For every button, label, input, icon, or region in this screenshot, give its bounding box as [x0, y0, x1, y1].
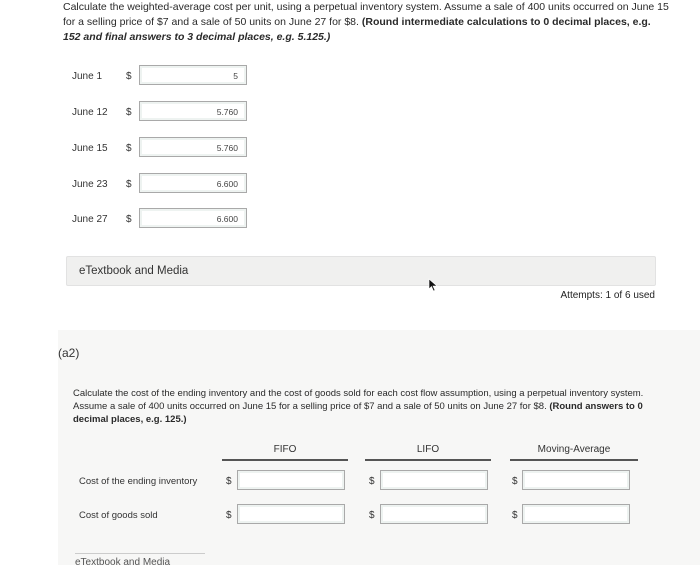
part-a2-question-text: Calculate the cost of the ending inventory and the cost of goods sold for each cost flow assumption, using a perpetual inventory system. Assume a sale of 400 units occurred on June 15 for a selling price of $7 and a sale of 50 units on June 27 for $8. — [73, 388, 644, 412]
etextbook-media-label: eTextbook and Media — [79, 265, 189, 277]
lifo-cogs-input[interactable] — [380, 504, 488, 524]
column-header-moving-average: Moving-Average — [510, 444, 638, 461]
column-header-fifo: FIFO — [222, 444, 348, 461]
instructions — [63, 0, 688, 45]
row-label-june-1: June 1 — [72, 71, 103, 82]
column-header-lifo: LIFO — [365, 444, 491, 461]
currency-symbol: $ — [226, 476, 232, 487]
etextbook-media-link-2[interactable]: eTextbook and Media — [75, 553, 205, 571]
currency-symbol: $ — [226, 510, 232, 521]
cost-input-june-27[interactable]: 6.600 — [139, 208, 247, 228]
currency-symbol: $ — [512, 510, 518, 521]
currency-symbol: $ — [369, 476, 375, 487]
currency-symbol: $ — [369, 510, 375, 521]
fifo-cogs-input[interactable] — [237, 504, 345, 524]
currency-symbol: $ — [126, 179, 132, 190]
instructions-line1: Calculate the weighted-average cost per unit, using a perpetual inventory system. Assume a sale of 400 units occurred on June 15 — [63, 1, 669, 13]
part-a2-rounding: (Round answers to 0 decimal places, e.g. 125.) — [73, 401, 643, 425]
part-a2-question — [73, 387, 663, 426]
row-label-june-27: June 27 — [72, 214, 108, 225]
row-label-cost-of-goods-sold: Cost of goods sold — [79, 510, 158, 521]
cost-input-june-12[interactable]: 5.760 — [139, 101, 247, 121]
etextbook-media-bar[interactable] — [66, 256, 656, 286]
row-label-june-15: June 15 — [72, 143, 108, 154]
mouse-pointer-icon — [428, 278, 440, 292]
moving-average-ending-inventory-input[interactable] — [522, 470, 630, 490]
fifo-ending-inventory-input[interactable] — [237, 470, 345, 490]
part-a2-label: (a2) — [58, 346, 80, 360]
moving-average-cogs-input[interactable] — [522, 504, 630, 524]
lifo-ending-inventory-input[interactable] — [380, 470, 488, 490]
currency-symbol: $ — [126, 107, 132, 118]
currency-symbol: $ — [512, 476, 518, 487]
currency-symbol: $ — [126, 71, 132, 82]
row-label-ending-inventory: Cost of the ending inventory — [79, 476, 198, 487]
row-label-june-12: June 12 — [72, 107, 108, 118]
cost-input-june-1[interactable]: 5 — [139, 65, 247, 85]
cost-input-june-23[interactable]: 6.600 — [139, 173, 247, 193]
instructions-line2: for a selling price of $7 and a sale of 50 units on June 27 for $8. — [63, 16, 359, 28]
instructions-rounding-1: (Round intermediate calculations to 0 decimal places, e.g. — [361, 16, 651, 28]
currency-symbol: $ — [126, 143, 132, 154]
currency-symbol: $ — [126, 214, 132, 225]
row-label-june-23: June 23 — [72, 179, 108, 190]
cost-input-june-15[interactable]: 5.760 — [139, 137, 247, 157]
attempts-counter: Attempts: 1 of 6 used — [560, 290, 655, 301]
instructions-rounding-2: 152 and final answers to 3 decimal places, e.g. 5.125.) — [63, 31, 331, 43]
